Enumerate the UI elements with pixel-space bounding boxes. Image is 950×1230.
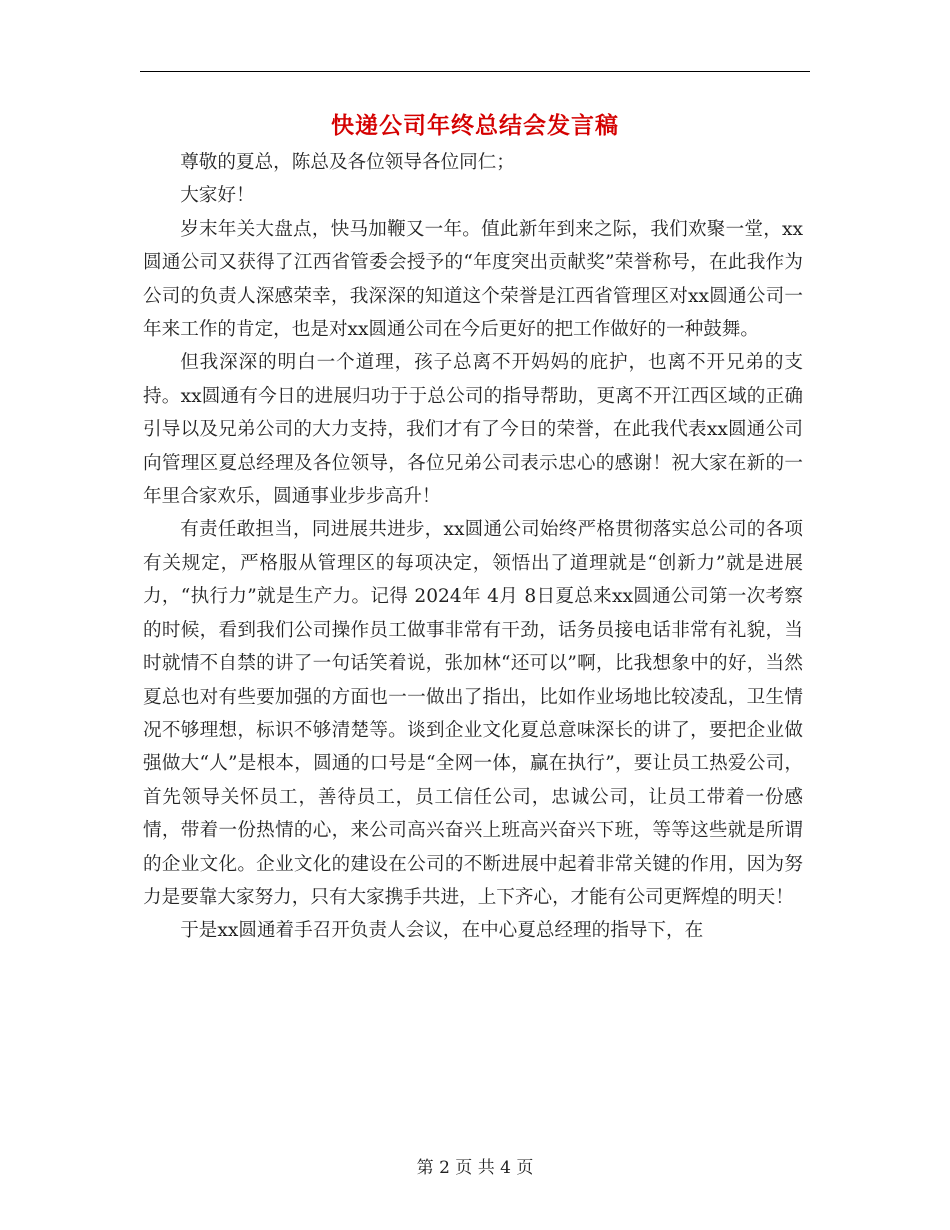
document-body [143,146,803,948]
document-title: 快递公司年终总结会发言稿 [331,112,619,139]
body-paragraph: 但我深深的明白一个道理，孩子总离不开妈妈的庇护，也离不开兄弟的支持。xx圆通有今日的进展归功于于总公司的指导帮助，更离不开江西区域的正确引导以及兄弟公司的大力支持，我们才有了今日的荣誉，在此我代表xx圆通公司向管理区夏总经理及各位领导，各位兄弟公司表示忠心的感谢！祝大家在新的一年里合家欢乐，圆通事业步步高升！ [143,352,803,508]
body-paragraph: 于是xx圆通着手召开负责人会议，在中心夏总经理的指导下，在 [180,920,704,942]
body-paragraph: 岁末年关大盘点，快马加鞭又一年。值此新年到来之际，我们欢聚一堂，xx圆通公司又获得了江西省管委会授予的“年度突出贡献奖”荣誉称号，在此我作为公司的负责人深感荣幸，我深深的知道这个荣誉是江西省管理区对xx圆通公司一年来工作的肯定，也是对xx圆通公司在今后更好的把工作做好的一种鼓舞。 [143,218,803,341]
body-paragraph: 有责任敢担当，同进展共进步，xx圆通公司始终严格贯彻落实总公司的各项有关规定，严格服从管理区的每项决定，领悟出了道理就是“创新力”就是进展力，“执行力”就是生产力。记得 2024年 4月 8日夏总来xx圆通公司第一次考察的时候，看到我们公司操作员工做事非常有干劲，话务员接电话非常有礼貌，当时就情不自禁的讲了一句话笑着说，张加林“还可以”啊，比我想象中的好，当然夏总也对有些要加强的方面也一一做出了指出，比如作业场地比较凌乱，卫生情况不够理想，标识不够清楚等。谈到企业文化夏总意味深长的讲了，要把企业做强做大“人”是根本，圆通的口号是“全网一体，赢在执行”，要让员工热爱公司，首先领导关怀员工，善待员工，员工信任公司，忠诚公司，让员工带着一份感情，带着一份热情的心，来公司高兴奋兴上班高兴奋兴下班，等等这些就是所谓的企业文化。企业文化的建设在公司的不断进展中起着非常关键的作用，因为努力是要靠大家努力，只有大家携手共进，上下齐心，才能有公司更辉煌的明天！ [143,519,803,908]
page-number: 第 2 页 共 4 页 [416,1158,534,1178]
salutation: 尊敬的夏总，陈总及各位领导各位同仁； [180,152,515,173]
greeting: 大家好！ [180,185,255,207]
header-rule [140,71,810,72]
